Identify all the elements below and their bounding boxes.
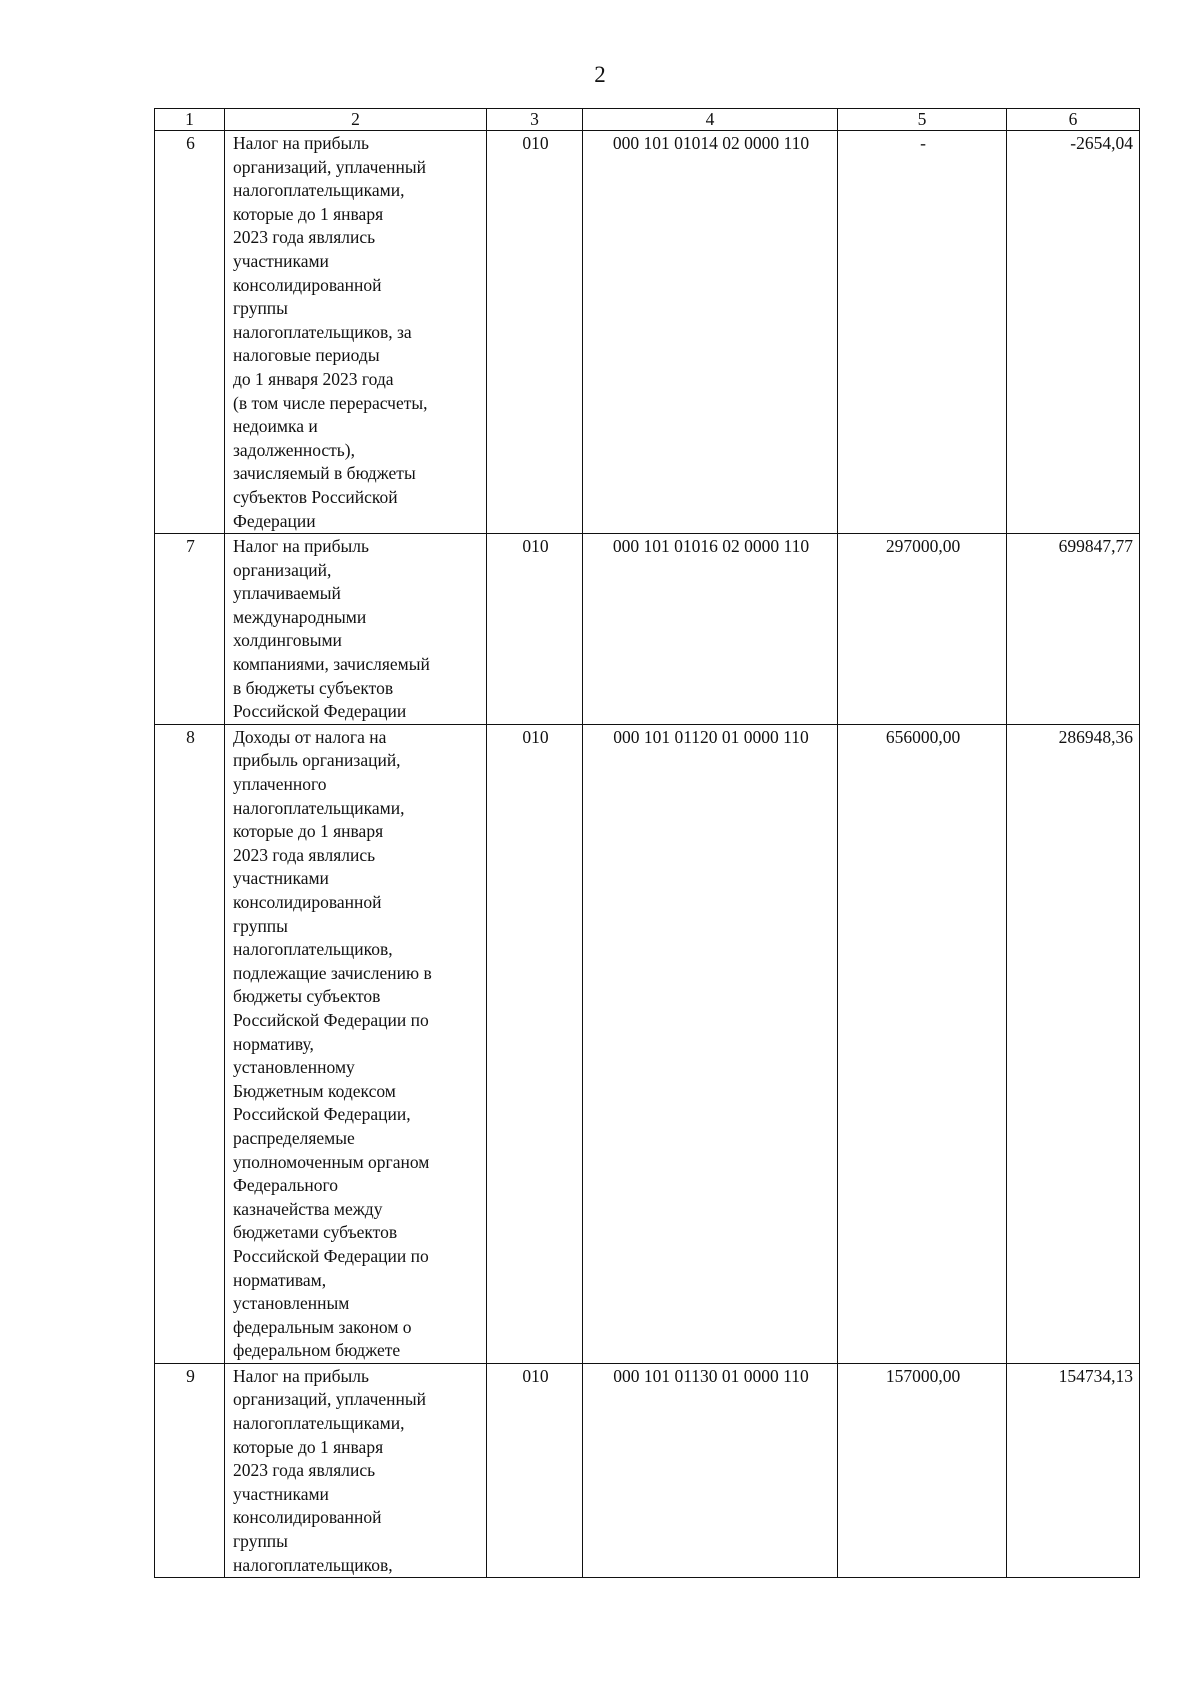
row-number: 6 [155, 131, 225, 534]
row-description: Доходы от налога на прибыль организаций, уплаченного налогоплательщиками, которые до 1 января 2023 года являлись участниками консолидированной группы налогоплательщиков, подлежащие зачислению в бюджеты субъектов Российской Федерации по нормативу, установленному Бюджетным кодексом Российской Федерации, распределяемые уполномоченным органом Федерального казначейства между бюджетами субъектов Российской Федерации по нормативам, установленным федеральным законом о федеральном бюджете [225, 724, 487, 1363]
budget-table [154, 108, 1140, 1578]
row-value-planned: 656000,00 [838, 724, 1007, 1363]
page-number: 2 [594, 62, 606, 87]
table-row [155, 724, 1140, 1363]
row-budget-code: 000 101 01014 02 0000 110 [583, 131, 838, 534]
table-row [155, 534, 1140, 725]
row-budget-code: 000 101 01130 01 0000 110 [583, 1363, 838, 1577]
header-col-1: 1 [155, 109, 225, 131]
row-code-010: 010 [487, 131, 583, 534]
row-value-actual: -2654,04 [1007, 131, 1140, 534]
row-value-planned: 157000,00 [838, 1363, 1007, 1577]
header-col-3: 3 [487, 109, 583, 131]
table-row [155, 131, 1140, 534]
row-value-planned: 297000,00 [838, 534, 1007, 725]
table-header-row [155, 109, 1140, 131]
row-code-010: 010 [487, 724, 583, 1363]
row-number: 9 [155, 1363, 225, 1577]
row-budget-code: 000 101 01120 01 0000 110 [583, 724, 838, 1363]
row-value-planned: - [838, 131, 1007, 534]
row-description: Налог на прибыль организаций, уплаченный налогоплательщиками, которые до 1 января 2023 года являлись участниками консолидированной группы налогоплательщиков, [225, 1363, 487, 1577]
row-budget-code: 000 101 01016 02 0000 110 [583, 534, 838, 725]
header-col-6: 6 [1007, 109, 1140, 131]
row-value-actual: 286948,36 [1007, 724, 1140, 1363]
header-col-2: 2 [225, 109, 487, 131]
row-value-actual: 699847,77 [1007, 534, 1140, 725]
row-number: 8 [155, 724, 225, 1363]
row-number: 7 [155, 534, 225, 725]
row-description: Налог на прибыль организаций, уплачиваемый международными холдинговыми компаниями, зачисляемый в бюджеты субъектов Российской Федерации [225, 534, 487, 725]
header-col-4: 4 [583, 109, 838, 131]
table-row [155, 1363, 1140, 1577]
row-description: Налог на прибыль организаций, уплаченный налогоплательщиками, которые до 1 января 2023 года являлись участниками консолидированной группы налогоплательщиков, за налоговые периоды до 1 января 2023 года (в том числе перерасчеты, недоимка и задолженность), зачисляемый в бюджеты субъектов Российской Федерации [225, 131, 487, 534]
row-value-actual: 154734,13 [1007, 1363, 1140, 1577]
row-code-010: 010 [487, 534, 583, 725]
header-col-5: 5 [838, 109, 1007, 131]
row-code-010: 010 [487, 1363, 583, 1577]
